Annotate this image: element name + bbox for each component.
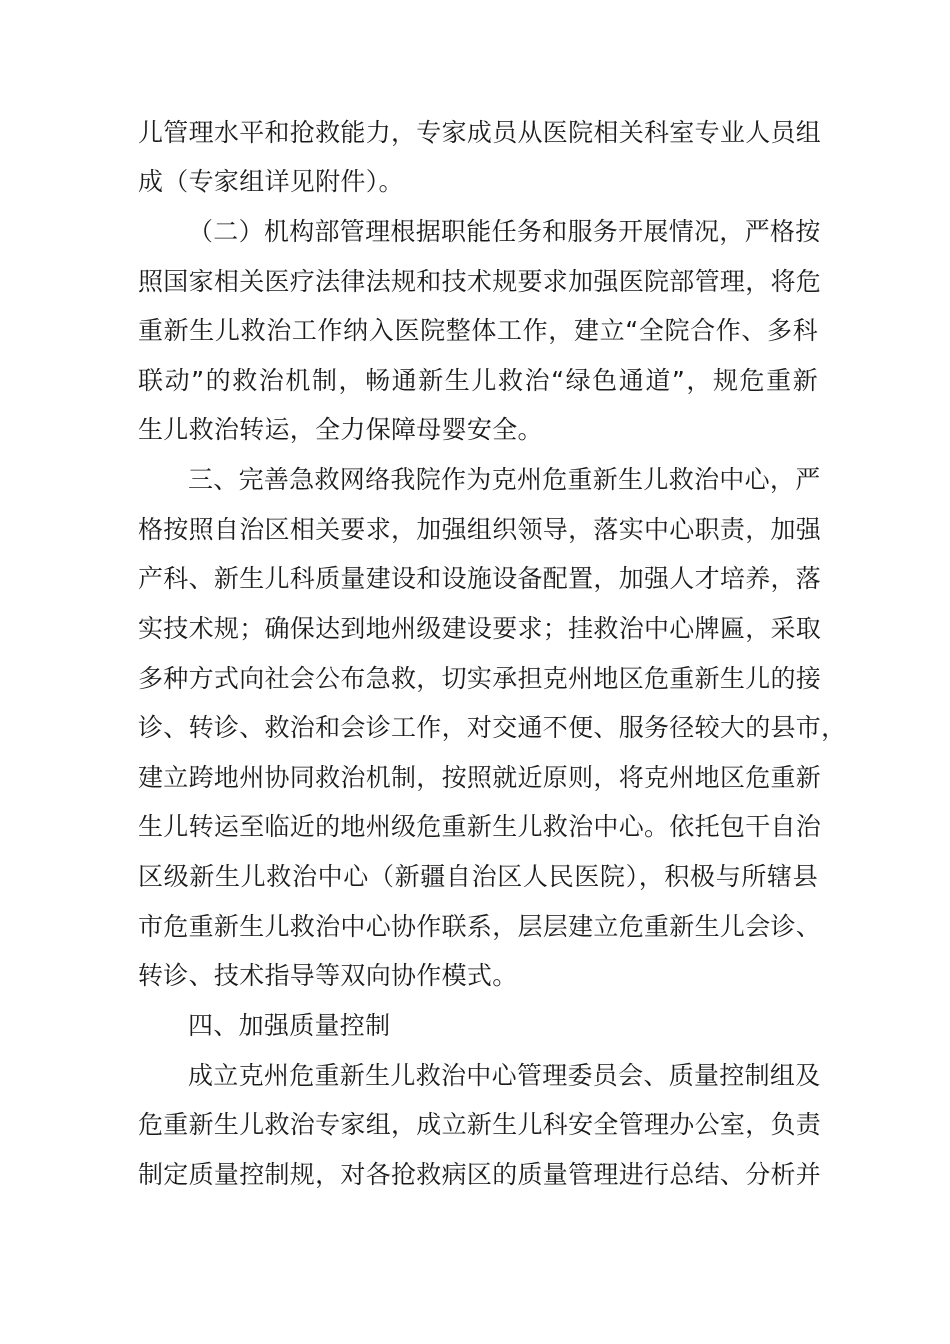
text-line: 儿管理水平和抢救能力，专家成员从医院相关科室专业人员组 [138,118,822,147]
text-line: 危重新生儿救治专家组，成立新生儿科安全管理办公室，负责 [138,1110,822,1139]
text-line: （二）机构部管理根据职能任务和服务开展情况，严格按 [188,217,821,246]
text-line: 格按照自治区相关要求，加强组织领导，落实中心职责，加强 [138,515,822,544]
text-line: 诊、转诊、救治和会诊工作，对交通不便、服务径较大的县市， [138,713,847,742]
text-line: 生儿救治转运，全力保障母婴安全。 [138,415,543,444]
text-line: 多种方式向社会公布急救，切实承担克州地区危重新生儿的接 [138,664,822,693]
text-line: 建立跨地州协同救治机制，按照就近原则，将克州地区危重新 [138,763,822,792]
text-line: 产科、新生儿科质量建设和设施设备配置，加强人才培养，落 [138,564,822,593]
text-line: 成（专家组详见附件）。 [138,167,404,196]
text-line: 制定质量控制规，对各抢救病区的质量管理进行总结、分析并 [138,1160,822,1189]
text-line: 三、完善急救网络我院作为克州危重新生儿救治中心，严 [188,465,821,494]
section-heading: 四、加强质量控制 [188,1011,391,1040]
text-line: 照国家相关医疗法律法规和技术规要求加强医院部管理，将危 [138,267,822,296]
text-line: 市危重新生儿救治中心协作联系，层层建立危重新生儿会诊、 [138,912,822,941]
text-line: 生儿转运至临近的地州级危重新生儿救治中心。依托包干自治 [138,812,822,841]
text-line: 联动”的救治机制，畅通新生儿救治“绿色通道”，规危重新 [138,366,818,395]
text-line: 转诊、技术指导等双向协作模式。 [138,961,518,990]
text-line: 区级新生儿救治中心（新疆自治区人民医院），积极与所辖县 [138,862,818,891]
text-line: 成立克州危重新生儿救治中心管理委员会、质量控制组及 [188,1061,821,1090]
text-line: 实技术规；确保达到地州级建设要求；挂救治中心牌匾，采取 [138,614,822,643]
text-line: 重新生儿救治工作纳入医院整体工作，建立“全院合作、多科 [138,316,818,345]
